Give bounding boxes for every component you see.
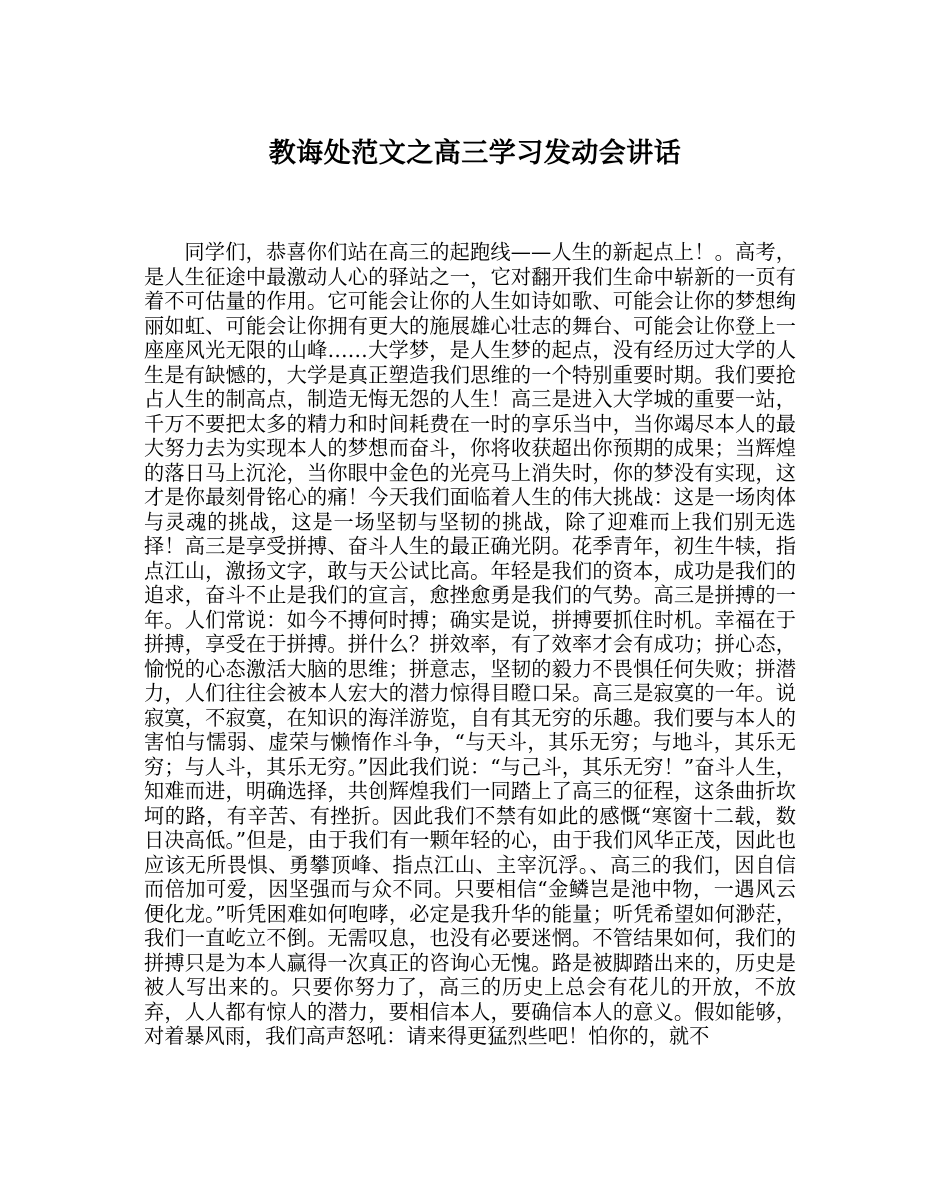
document-title: 教诲处范文之高三学习发动会讲话 bbox=[268, 138, 682, 169]
body-paragraph: 同学们，恭喜你们站在高三的起跑线——人生的新起点上！。高考，是人生征途中最激动人心的驿站之一，它对翻开我们生命中崭新的一页有着不可估量的作用。它可能会让你的人生如诗如歌、可能会让你的梦想绚丽如虹、可能会让你拥有更大的施展雄心壮志的舞台、可能会让你登上一座座风光无限的山峰……大学梦，是人生梦的起点，没有经历过大学的人生是有缺憾的，大学是真正塑造我们思维的一个特别重要时期。我们要抢占人生的制高点，制造无悔无怨的人生！高三是进入大学城的重要一站，千万不要把太多的精力和时间耗费在一时的享乐当中，当你竭尽本人的最大努力去为实现本人的梦想而奋斗，你将收获超出你预期的成果；当辉煌的落日马上沉沦，当你眼中金色的光亮马上消失时，你的梦没有实现，这才是你最刻骨铭心的痛！今天我们面临着人生的伟大挑战：这是一场肉体与灵魂的挑战，这是一场坚韧与坚韧的挑战，除了迎难而上我们别无选择！高三是享受拼搏、奋斗人生的最正确光阴。花季青年，初生牛犊，指点江山，激扬文字，敢与天公试比高。年轻是我们的资本，成功是我们的追求，奋斗不止是我们的宣言，愈挫愈勇是我们的气势。高三是拼搏的一年。人们常说：如今不搏何时搏；确实是说，拼搏要抓住时机。幸福在于拼搏，享受在于拼搏。拼什么？拼效率，有了效率才会有成功；拼心态，愉悦的心态激活大脑的思维；拼意志，坚韧的毅力不畏惧任何失败；拼潜力，人们往往会被本人宏大的潜力惊得目瞪口呆。高三是寂寞的一年。说寂寞，不寂寞，在知识的海洋游览，自有其无穷的乐趣。我们要与本人的害怕与懦弱、虚荣与懒惰作斗争，“与天斗，其乐无穷；与地斗，其乐无穷；与人斗，其乐无穷。”因此我们说：“与己斗，其乐无穷！”奋斗人生，知难而进，明确选择，共创辉煌我们一同踏上了高三的征程，这条曲折坎坷的路，有辛苦、有挫折。因此我们不禁有如此的感慨“寒窗十二载，数日决高低。”但是，由于我们有一颗年轻的心，由于我们风华正茂，因此也应该无所畏惧、勇攀顶峰、指点江山、主宰沉浮。、高三的我们，因自信而倍加可爱，因坚强而与众不同。只要相信“金鳞岂是池中物，一遇风云便化龙。”听凭困难如何咆哮，必定是我升华的能量；听凭希望如何渺茫，我们一直屹立不倒。无需叹息，也没有必要迷惘。不管结果如何，我们的拼搏只是为本人赢得一次真正的咨询心无愧。路是被脚踏出来的，历史是被人写出来的。只要你努力了，高三的历史上总会有花儿的开放，不放弃，人人都有惊人的潜力，要相信本人，要确信本人的意义。假如能够，对着暴风雨，我们高声怒吼：请来得更猛烈些吧！怕你的，就不 bbox=[144, 240, 796, 1048]
